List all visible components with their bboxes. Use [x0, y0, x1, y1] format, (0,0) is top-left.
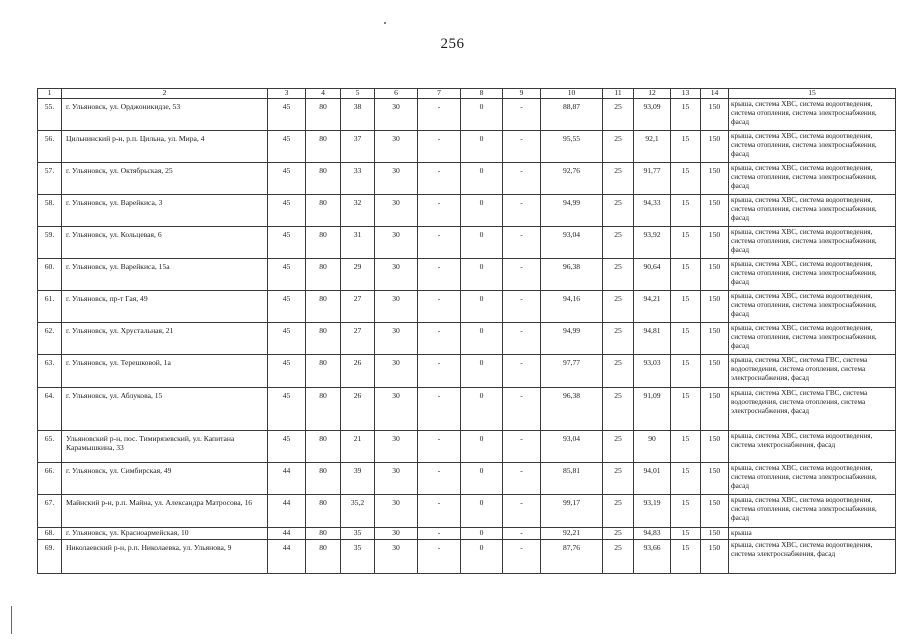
value-cell-c6: 30: [375, 355, 418, 388]
value-cell-c14: 150: [701, 259, 729, 291]
works-cell: крыша, система ХВС, система водоотведения, система отопления, система электроснабжения, фасад: [729, 291, 896, 323]
row-number-cell: 67.: [38, 495, 62, 528]
table-row: [38, 388, 896, 431]
value-cell-c11: 25: [603, 195, 634, 227]
column-number: 3: [268, 89, 306, 99]
value-cell-c3: 45: [268, 431, 306, 463]
value-cell-c7: -: [418, 259, 461, 291]
value-cell-c13: 15: [671, 227, 701, 259]
value-cell-c12: 92,1: [634, 131, 671, 163]
works-cell: крыша, система ХВС, система водоотведения, система отопления, система электроснабжения, фасад: [729, 323, 896, 355]
table-row: [38, 355, 896, 388]
value-cell-c12: 94,21: [634, 291, 671, 323]
table-row: [38, 540, 896, 574]
value-cell-c14: 150: [701, 388, 729, 431]
value-cell-c12: 90,64: [634, 259, 671, 291]
value-cell-c12: 93,03: [634, 355, 671, 388]
value-cell-c4: 80: [306, 163, 341, 195]
value-cell-c11: 25: [603, 355, 634, 388]
value-cell-c13: 15: [671, 528, 701, 540]
row-number-cell: 61.: [38, 291, 62, 323]
value-cell-c4: 80: [306, 463, 341, 495]
value-cell-c6: 30: [375, 163, 418, 195]
value-cell-c12: 93,66: [634, 540, 671, 574]
value-cell-c9: -: [503, 259, 541, 291]
value-cell-c6: 30: [375, 291, 418, 323]
address-cell: г. Ульяновск, ул. Красноармейская, 10: [62, 528, 268, 540]
value-cell-c5: 35: [341, 528, 375, 540]
column-number-row: [38, 89, 896, 99]
value-cell-c9: -: [503, 227, 541, 259]
value-cell-c14: 150: [701, 131, 729, 163]
value-cell-c11: 25: [603, 528, 634, 540]
column-number: 12: [634, 89, 671, 99]
table-row: [38, 227, 896, 259]
value-cell-c11: 25: [603, 291, 634, 323]
value-cell-c4: 80: [306, 431, 341, 463]
value-cell-c3: 45: [268, 259, 306, 291]
value-cell-c9: -: [503, 528, 541, 540]
value-cell-c12: 91,77: [634, 163, 671, 195]
value-cell-c14: 150: [701, 355, 729, 388]
address-cell: г. Ульяновск, ул. Варейкиса, 15а: [62, 259, 268, 291]
value-cell-c14: 150: [701, 163, 729, 195]
value-cell-c11: 25: [603, 99, 634, 131]
value-cell-c7: -: [418, 463, 461, 495]
value-cell-c5: 35: [341, 540, 375, 574]
value-cell-c14: 150: [701, 495, 729, 528]
value-cell-c6: 30: [375, 528, 418, 540]
value-cell-c6: 30: [375, 195, 418, 227]
column-number: 1: [38, 89, 62, 99]
value-cell-c13: 15: [671, 291, 701, 323]
row-number-cell: 59.: [38, 227, 62, 259]
value-cell-c13: 15: [671, 99, 701, 131]
value-cell-c8: 0: [461, 227, 503, 259]
column-number: 14: [701, 89, 729, 99]
value-cell-c13: 15: [671, 163, 701, 195]
value-cell-c9: -: [503, 99, 541, 131]
value-cell-c10: 94,99: [541, 323, 603, 355]
value-cell-c5: 38: [341, 99, 375, 131]
value-cell-c4: 80: [306, 131, 341, 163]
row-number-cell: 56.: [38, 131, 62, 163]
value-cell-c13: 15: [671, 131, 701, 163]
address-cell: Ульяновский р-н, пос. Тимирязевский, ул. Капитана Карамышкина, 33: [62, 431, 268, 463]
value-cell-c5: 29: [341, 259, 375, 291]
value-cell-c5: 26: [341, 388, 375, 431]
value-cell-c3: 45: [268, 388, 306, 431]
value-cell-c4: 80: [306, 495, 341, 528]
value-cell-c6: 30: [375, 99, 418, 131]
value-cell-c11: 25: [603, 431, 634, 463]
value-cell-c10: 88,87: [541, 99, 603, 131]
address-cell: г. Ульяновск, ул. Октябрьская, 25: [62, 163, 268, 195]
value-cell-c6: 30: [375, 495, 418, 528]
column-number: 8: [461, 89, 503, 99]
value-cell-c10: 99,17: [541, 495, 603, 528]
works-cell: крыша, система ХВС, система водоотведения, система отопления, система электроснабжения, фасад: [729, 227, 896, 259]
row-number-cell: 57.: [38, 163, 62, 195]
address-cell: г. Ульяновск, ул. Аблукова, 15: [62, 388, 268, 431]
address-cell: г. Ульяновск, ул. Терешковой, 1а: [62, 355, 268, 388]
repair-program-table: [37, 88, 896, 574]
value-cell-c8: 0: [461, 540, 503, 574]
address-cell: г. Ульяновск, пр-т Гая, 49: [62, 291, 268, 323]
value-cell-c10: 93,04: [541, 431, 603, 463]
value-cell-c6: 30: [375, 227, 418, 259]
value-cell-c14: 150: [701, 463, 729, 495]
value-cell-c9: -: [503, 131, 541, 163]
value-cell-c8: 0: [461, 131, 503, 163]
value-cell-c4: 80: [306, 528, 341, 540]
value-cell-c14: 150: [701, 227, 729, 259]
value-cell-c3: 45: [268, 291, 306, 323]
value-cell-c10: 94,99: [541, 195, 603, 227]
works-cell: крыша, система ХВС, система водоотведения, система отопления, система электроснабжения, фасад: [729, 463, 896, 495]
value-cell-c13: 15: [671, 431, 701, 463]
value-cell-c4: 80: [306, 99, 341, 131]
value-cell-c13: 15: [671, 195, 701, 227]
value-cell-c5: 31: [341, 227, 375, 259]
value-cell-c14: 150: [701, 291, 729, 323]
page-number: 256: [440, 36, 465, 52]
value-cell-c12: 94,33: [634, 195, 671, 227]
value-cell-c4: 80: [306, 388, 341, 431]
value-cell-c8: 0: [461, 495, 503, 528]
scan-speck: [384, 22, 386, 24]
value-cell-c12: 93,19: [634, 495, 671, 528]
value-cell-c11: 25: [603, 259, 634, 291]
table-row: [38, 195, 896, 227]
value-cell-c11: 25: [603, 163, 634, 195]
value-cell-c5: 33: [341, 163, 375, 195]
value-cell-c8: 0: [461, 291, 503, 323]
value-cell-c11: 25: [603, 323, 634, 355]
value-cell-c5: 35,2: [341, 495, 375, 528]
value-cell-c6: 30: [375, 431, 418, 463]
value-cell-c10: 92,21: [541, 528, 603, 540]
value-cell-c10: 96,38: [541, 388, 603, 431]
value-cell-c7: -: [418, 99, 461, 131]
value-cell-c7: -: [418, 528, 461, 540]
works-cell: крыша, система ХВС, система водоотведения, система отопления, система электроснабжения, фасад: [729, 99, 896, 131]
value-cell-c8: 0: [461, 355, 503, 388]
value-cell-c12: 90: [634, 431, 671, 463]
value-cell-c14: 150: [701, 431, 729, 463]
value-cell-c11: 25: [603, 227, 634, 259]
works-cell: крыша, система ХВС, система водоотведения, система электроснабжения, фасад: [729, 431, 896, 463]
column-number: 15: [729, 89, 896, 99]
value-cell-c9: -: [503, 291, 541, 323]
value-cell-c6: 30: [375, 131, 418, 163]
table-row: [38, 323, 896, 355]
value-cell-c13: 15: [671, 355, 701, 388]
value-cell-c13: 15: [671, 540, 701, 574]
row-number-cell: 63.: [38, 355, 62, 388]
value-cell-c10: 93,04: [541, 227, 603, 259]
value-cell-c11: 25: [603, 131, 634, 163]
table-row: [38, 131, 896, 163]
value-cell-c12: 93,92: [634, 227, 671, 259]
table-row: [38, 259, 896, 291]
value-cell-c8: 0: [461, 99, 503, 131]
value-cell-c7: -: [418, 131, 461, 163]
value-cell-c6: 30: [375, 540, 418, 574]
value-cell-c12: 94,01: [634, 463, 671, 495]
row-number-cell: 68.: [38, 528, 62, 540]
value-cell-c9: -: [503, 163, 541, 195]
value-cell-c9: -: [503, 195, 541, 227]
value-cell-c10: 94,16: [541, 291, 603, 323]
value-cell-c7: -: [418, 227, 461, 259]
address-cell: Цильнинский р-н, р.п. Цильна, ул. Мира, 4: [62, 131, 268, 163]
table-row: [38, 495, 896, 528]
table-row: [38, 431, 896, 463]
value-cell-c7: -: [418, 540, 461, 574]
value-cell-c7: -: [418, 195, 461, 227]
row-number-cell: 58.: [38, 195, 62, 227]
value-cell-c9: -: [503, 323, 541, 355]
column-number: 4: [306, 89, 341, 99]
value-cell-c10: 85,81: [541, 463, 603, 495]
value-cell-c12: 93,09: [634, 99, 671, 131]
value-cell-c5: 27: [341, 291, 375, 323]
value-cell-c6: 30: [375, 388, 418, 431]
value-cell-c10: 92,76: [541, 163, 603, 195]
column-number: 10: [541, 89, 603, 99]
value-cell-c3: 45: [268, 163, 306, 195]
value-cell-c3: 44: [268, 495, 306, 528]
works-cell: крыша, система ХВС, система ГВС, система водоотведения, система отопления, система электроснабжения, фасад: [729, 355, 896, 388]
value-cell-c14: 150: [701, 540, 729, 574]
value-cell-c13: 15: [671, 259, 701, 291]
column-number: 7: [418, 89, 461, 99]
value-cell-c10: 95,55: [541, 131, 603, 163]
value-cell-c9: -: [503, 431, 541, 463]
row-number-cell: 65.: [38, 431, 62, 463]
value-cell-c6: 30: [375, 259, 418, 291]
value-cell-c9: -: [503, 495, 541, 528]
value-cell-c7: -: [418, 388, 461, 431]
value-cell-c8: 0: [461, 431, 503, 463]
works-cell: крыша, система ХВС, система ГВС, система водоотведения, система отопления, система электроснабжения, фасад: [729, 388, 896, 431]
works-cell: крыша, система ХВС, система водоотведения, система отопления, система электроснабжения, фасад: [729, 163, 896, 195]
value-cell-c3: 45: [268, 131, 306, 163]
value-cell-c9: -: [503, 540, 541, 574]
value-cell-c8: 0: [461, 463, 503, 495]
value-cell-c4: 80: [306, 195, 341, 227]
works-cell: крыша, система ХВС, система водоотведения, система отопления, система электроснабжения, фасад: [729, 131, 896, 163]
works-cell: крыша, система ХВС, система водоотведения, система отопления, система электроснабжения, фасад: [729, 495, 896, 528]
value-cell-c4: 80: [306, 540, 341, 574]
value-cell-c3: 45: [268, 195, 306, 227]
value-cell-c8: 0: [461, 259, 503, 291]
value-cell-c5: 26: [341, 355, 375, 388]
value-cell-c8: 0: [461, 195, 503, 227]
value-cell-c14: 150: [701, 323, 729, 355]
value-cell-c13: 15: [671, 323, 701, 355]
row-number-cell: 62.: [38, 323, 62, 355]
value-cell-c11: 25: [603, 388, 634, 431]
table-row: [38, 163, 896, 195]
value-cell-c3: 44: [268, 540, 306, 574]
value-cell-c13: 15: [671, 388, 701, 431]
margin-mark: [11, 606, 12, 634]
value-cell-c10: 97,77: [541, 355, 603, 388]
value-cell-c10: 96,38: [541, 259, 603, 291]
row-number-cell: 55.: [38, 99, 62, 131]
value-cell-c11: 25: [603, 495, 634, 528]
value-cell-c7: -: [418, 431, 461, 463]
value-cell-c7: -: [418, 355, 461, 388]
value-cell-c9: -: [503, 463, 541, 495]
row-number-cell: 69.: [38, 540, 62, 574]
value-cell-c5: 32: [341, 195, 375, 227]
value-cell-c4: 80: [306, 291, 341, 323]
value-cell-c5: 37: [341, 131, 375, 163]
address-cell: Майнский р-н, р.п. Майна, ул. Александра Матросова, 16: [62, 495, 268, 528]
value-cell-c3: 44: [268, 463, 306, 495]
value-cell-c13: 15: [671, 463, 701, 495]
value-cell-c14: 150: [701, 99, 729, 131]
address-cell: г. Ульяновск, ул. Кольцевая, 6: [62, 227, 268, 259]
value-cell-c8: 0: [461, 388, 503, 431]
address-cell: г. Ульяновск, ул. Орджоникидзе, 53: [62, 99, 268, 131]
column-number: 9: [503, 89, 541, 99]
value-cell-c9: -: [503, 388, 541, 431]
value-cell-c13: 15: [671, 495, 701, 528]
value-cell-c4: 80: [306, 355, 341, 388]
value-cell-c12: 91,09: [634, 388, 671, 431]
value-cell-c6: 30: [375, 463, 418, 495]
value-cell-c3: 45: [268, 227, 306, 259]
works-cell: крыша, система ХВС, система водоотведения, система электроснабжения, фасад: [729, 540, 896, 574]
value-cell-c11: 25: [603, 463, 634, 495]
column-number: 5: [341, 89, 375, 99]
works-cell: крыша: [729, 528, 896, 540]
value-cell-c8: 0: [461, 323, 503, 355]
value-cell-c10: 87,76: [541, 540, 603, 574]
column-number: 11: [603, 89, 634, 99]
table-row: [38, 528, 896, 540]
address-cell: Николаевский р-н, р.п. Николаевка, ул. Ульянова, 9: [62, 540, 268, 574]
value-cell-c8: 0: [461, 528, 503, 540]
row-number-cell: 64.: [38, 388, 62, 431]
value-cell-c5: 27: [341, 323, 375, 355]
value-cell-c7: -: [418, 323, 461, 355]
works-cell: крыша, система ХВС, система водоотведения, система отопления, система электроснабжения, фасад: [729, 195, 896, 227]
table-row: [38, 99, 896, 131]
value-cell-c12: 94,83: [634, 528, 671, 540]
value-cell-c6: 30: [375, 323, 418, 355]
address-cell: г. Ульяновск, ул. Варейкиса, 3: [62, 195, 268, 227]
value-cell-c7: -: [418, 291, 461, 323]
value-cell-c5: 21: [341, 431, 375, 463]
value-cell-c3: 45: [268, 99, 306, 131]
value-cell-c4: 80: [306, 323, 341, 355]
value-cell-c9: -: [503, 355, 541, 388]
value-cell-c14: 150: [701, 528, 729, 540]
works-cell: крыша, система ХВС, система водоотведения, система отопления, система электроснабжения, фасад: [729, 259, 896, 291]
value-cell-c12: 94,81: [634, 323, 671, 355]
column-number: 2: [62, 89, 268, 99]
column-number: 13: [671, 89, 701, 99]
value-cell-c11: 25: [603, 540, 634, 574]
value-cell-c3: 44: [268, 528, 306, 540]
value-cell-c3: 45: [268, 355, 306, 388]
value-cell-c4: 80: [306, 259, 341, 291]
address-cell: г. Ульяновск, ул. Симбирская, 49: [62, 463, 268, 495]
value-cell-c7: -: [418, 163, 461, 195]
value-cell-c7: -: [418, 495, 461, 528]
table-row: [38, 463, 896, 495]
value-cell-c4: 80: [306, 227, 341, 259]
row-number-cell: 66.: [38, 463, 62, 495]
table-row: [38, 291, 896, 323]
column-number: 6: [375, 89, 418, 99]
value-cell-c14: 150: [701, 195, 729, 227]
address-cell: г. Ульяновск, ул. Хрустальная, 21: [62, 323, 268, 355]
value-cell-c3: 45: [268, 323, 306, 355]
value-cell-c5: 39: [341, 463, 375, 495]
row-number-cell: 60.: [38, 259, 62, 291]
value-cell-c8: 0: [461, 163, 503, 195]
